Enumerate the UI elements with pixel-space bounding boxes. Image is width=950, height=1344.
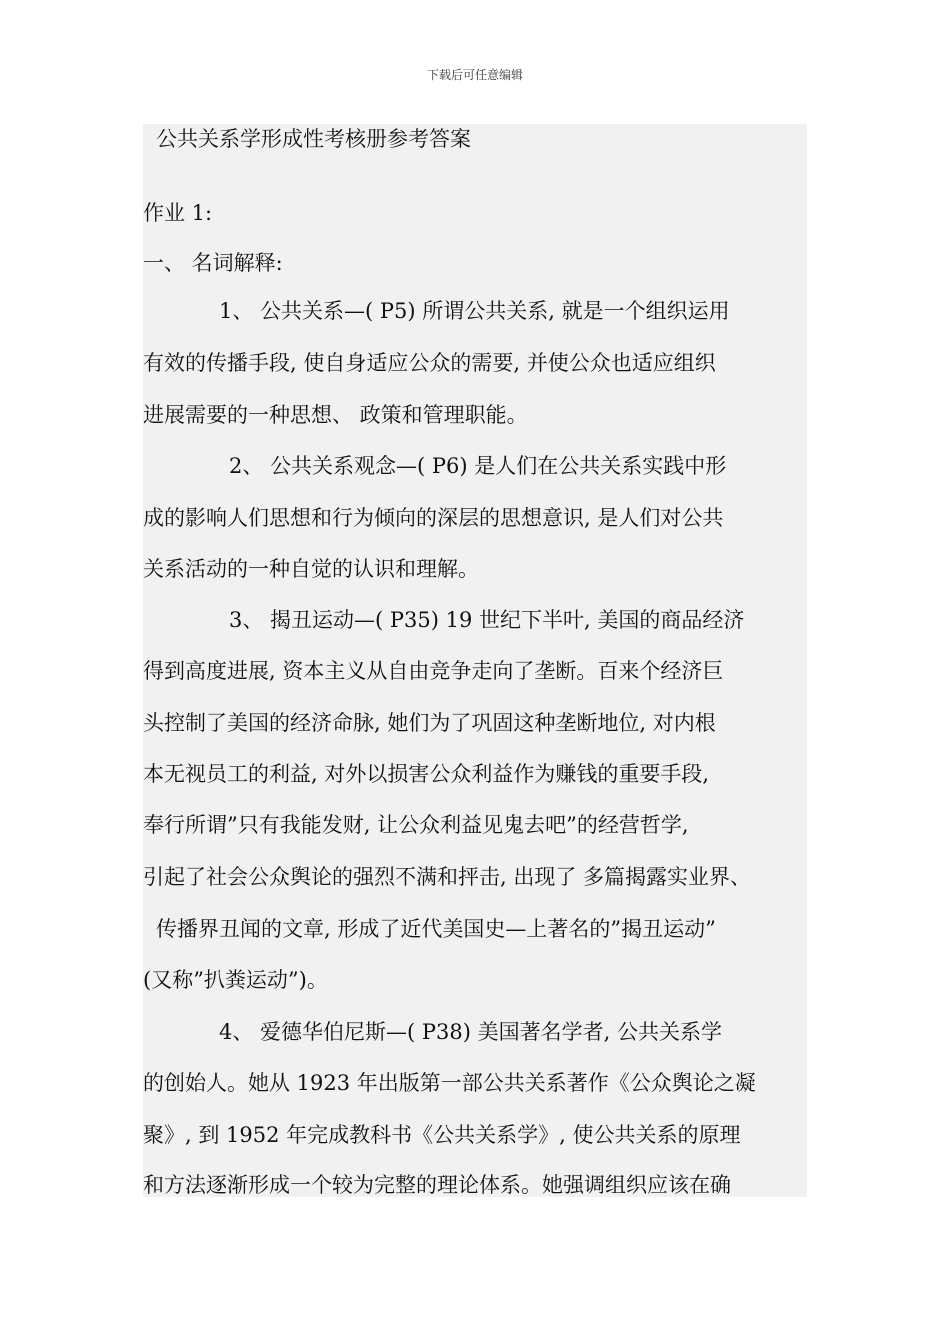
paragraph-line: 的创始人。她从 1923 年出版第一部公共关系著作《公众舆论之凝 bbox=[143, 1071, 756, 1095]
paragraph-line: 进展需要的一种思想、 政策和管理职能。 bbox=[143, 403, 528, 427]
paragraph-line: 和方法逐渐形成一个较为完整的理论体系。她强调组织应该在确 bbox=[143, 1173, 731, 1197]
paragraph-line: 聚》, 到 1952 年完成教科书《公共关系学》, 使公共关系的原理 bbox=[143, 1123, 741, 1147]
paragraph-line: 传播界丑闻的文章, 形成了近代美国史—上著名的”揭丑运动” bbox=[156, 917, 716, 941]
paragraph-line: 关系活动的一种自觉的认识和理解。 bbox=[143, 557, 479, 581]
paragraph-line: 奉行所谓”只有我能发财, 让公众利益见鬼去吧”的经营哲学, bbox=[143, 813, 689, 837]
paragraph-line: 引起了社会公众舆论的强烈不满和抨击, 出现了 多篇揭露实业界、 bbox=[143, 865, 752, 889]
paragraph-line: 头控制了美国的经济命脉, 她们为了巩固这种垄断地位, 对内根 bbox=[143, 711, 716, 735]
paragraph-line: 成的影响人们思想和行为倾向的深层的思想意识, 是人们对公共 bbox=[143, 506, 724, 530]
paragraph-line: 有效的传播手段, 使自身适应公众的需要, 并使公众也适应组织 bbox=[143, 351, 716, 375]
paragraph-line: 4、 爱德华伯尼斯—( P38) 美国著名学者, 公共关系学 bbox=[219, 1020, 722, 1044]
assignment-heading: 作业 1: bbox=[143, 201, 213, 225]
paragraph-line: 3、 揭丑运动—( P35) 19 世纪下半叶, 美国的商品经济 bbox=[229, 608, 745, 632]
paragraph-line: 1、 公共关系—( P5) 所谓公共关系, 就是一个组织运用 bbox=[219, 299, 730, 323]
paragraph-line: (又称”扒粪运动”)。 bbox=[143, 968, 328, 992]
paragraph-line: 本无视员工的利益, 对外以损害公众利益作为赚钱的重要手段, bbox=[143, 762, 710, 786]
document-body bbox=[143, 124, 807, 1197]
document-title: 公共关系学形成性考核册参考答案 bbox=[156, 127, 471, 151]
page-header: 下载后可任意编辑 bbox=[426, 68, 523, 82]
paragraph-line: 得到高度进展, 资本主义从自由竞争走向了垄断。百来个经济巨 bbox=[143, 659, 724, 683]
paragraph-line: 2、 公共关系观念—( P6) 是人们在公共关系实践中形 bbox=[229, 454, 727, 478]
section-heading: 一、 名词解释: bbox=[143, 251, 283, 275]
